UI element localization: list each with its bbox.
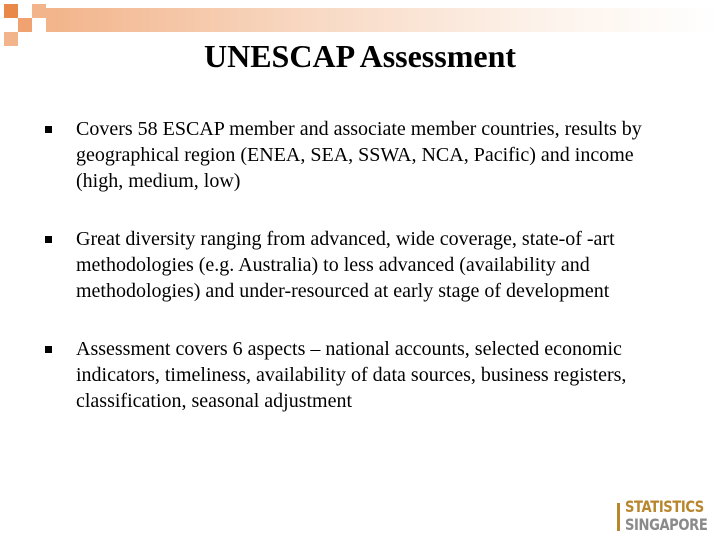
square-bullet-icon (45, 236, 52, 243)
checker-square (32, 4, 46, 18)
checker-square (4, 4, 18, 18)
bullet-list (45, 116, 685, 446)
bullet-text: Assessment covers 6 aspects – national accounts, selected economic indicators, timeliness, availability of data sources, business registers, classification, seasonal adjustment (76, 338, 627, 412)
logo-line-singapore: SINGAPORE (625, 515, 708, 534)
bullet-text: Great diversity ranging from advanced, wide coverage, state-of -art methodologies (e.g. Australia) to less advanced (availability and methodologies) and under-resourced at early stage of development (76, 228, 615, 302)
checker-square (18, 4, 32, 18)
slide-title: UNESCAP Assessment (203, 38, 517, 74)
header-gradient-bar (44, 8, 720, 32)
logo-text (625, 498, 720, 534)
checker-square (32, 18, 46, 32)
bullet-item (45, 226, 685, 304)
checker-square (18, 18, 32, 32)
square-bullet-icon (45, 126, 52, 133)
square-bullet-icon (45, 346, 52, 353)
bullet-item (45, 336, 685, 414)
bullet-item (45, 116, 685, 194)
statistics-singapore-logo (617, 495, 709, 537)
logo-accent-bar (617, 503, 620, 531)
bullet-text: Covers 58 ESCAP member and associate member countries, results by geographical region (ENEA, SEA, SSWA, NCA, Pacific) and income (high, medium, low) (76, 118, 642, 192)
checker-square (4, 18, 18, 32)
logo-line-statistics: STATISTICS (625, 497, 704, 516)
